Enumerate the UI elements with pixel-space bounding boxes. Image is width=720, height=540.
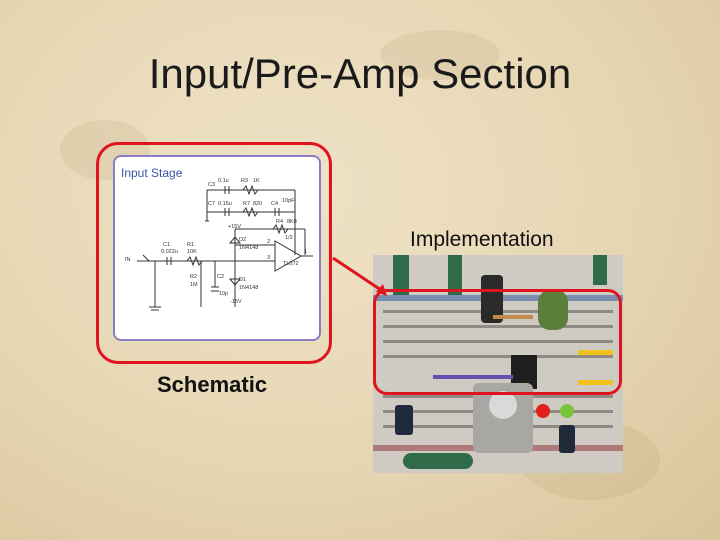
c1-value: 0.022u	[161, 249, 178, 255]
r3-label: R3	[241, 178, 249, 184]
d1-value: 1N4148	[239, 285, 259, 291]
positive-rail: +15V	[228, 224, 241, 230]
opamp-label: TL072	[283, 261, 299, 267]
d1-label: D1	[239, 277, 247, 283]
r2-value: 1M	[190, 282, 198, 288]
r7-value: 820	[253, 201, 263, 207]
c2-label: C2	[217, 274, 225, 280]
c4-label: C4	[271, 201, 279, 207]
pin-3: 3	[267, 255, 271, 261]
input-label: IN	[125, 257, 131, 263]
d2-value: 1N4148	[239, 245, 259, 251]
c7-label: C7	[208, 201, 216, 207]
r4-value: 8K8	[287, 219, 297, 225]
slide-title: Input/Pre-Amp Section	[148, 50, 572, 97]
c7-value: 0.15u	[218, 201, 232, 207]
r7-label: R7	[243, 201, 251, 207]
r2-label: R2	[190, 274, 198, 280]
c4-value: 10pF	[282, 198, 295, 204]
pin-1: 1	[304, 249, 308, 255]
c1-label: C1	[163, 242, 171, 248]
negative-rail: -15V	[230, 299, 242, 305]
pin-2: 2	[267, 239, 271, 245]
c2-value: 10p	[219, 291, 229, 297]
c3-label: C3	[208, 182, 216, 188]
opamp-unit: 1/2	[285, 235, 293, 241]
schematic-label: Schematic	[157, 372, 268, 397]
r4-label: R4	[276, 219, 284, 225]
schematic-header: Input Stage	[121, 166, 183, 180]
implementation-label: Implementation	[410, 228, 554, 251]
c3-value: 0.1u	[218, 178, 229, 184]
r1-value: 10K	[187, 249, 197, 255]
d2-label: D2	[239, 237, 247, 243]
r1-label: R1	[187, 242, 195, 248]
r3-value: 1K	[253, 178, 260, 184]
